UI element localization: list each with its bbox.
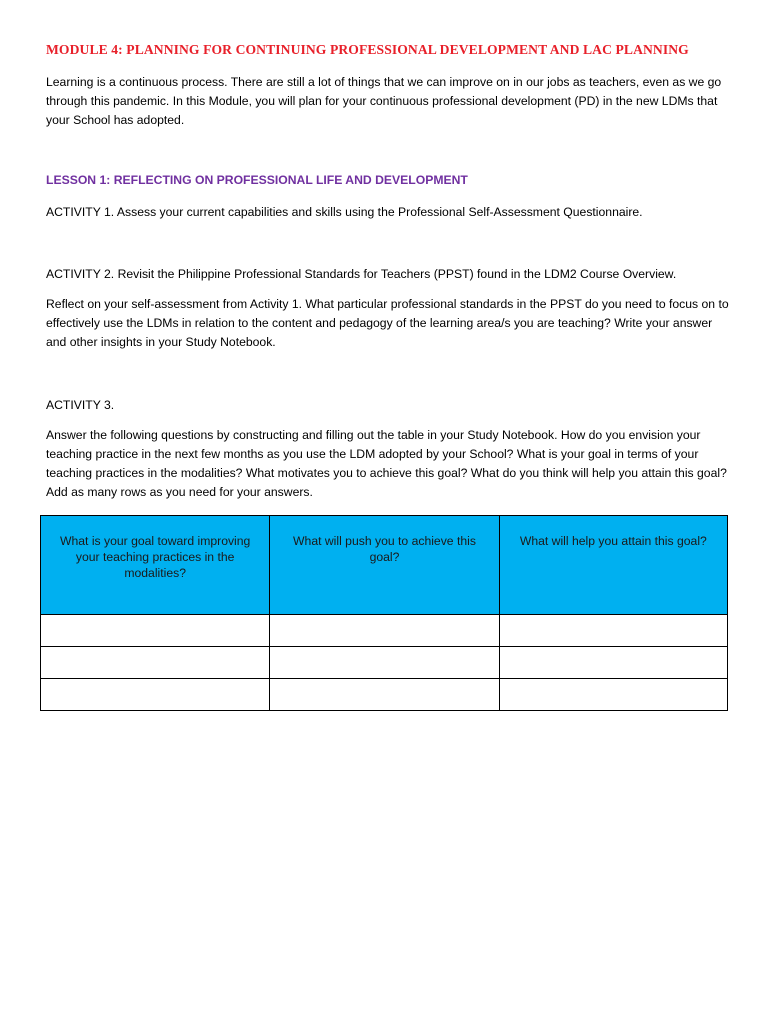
table-cell [41, 647, 270, 679]
table-cell [270, 647, 499, 679]
table-header-help: What will help you attain this goal? [499, 516, 727, 615]
module-title: MODULE 4: PLANNING FOR CONTINUING PROFESSIONAL DEVELOPMENT AND LAC PLANNING [46, 42, 689, 57]
table-cell [41, 615, 270, 647]
goals-table [40, 515, 728, 711]
table-cell [270, 615, 499, 647]
activity-2-text: ACTIVITY 2. Revisit the Philippine Professional Standards for Teachers (PPST) found in the LDM2 Course Overview. [46, 267, 677, 281]
table-row [41, 615, 728, 647]
table-cell [41, 679, 270, 711]
table-cell [499, 647, 727, 679]
goals-table-wrapper [40, 515, 728, 711]
table-cell [270, 679, 499, 711]
answer-paragraph: Answer the following questions by constructing and filling out the table in your Study Notebook. How do you envision your teaching practice in the next few months as you use the LDM adopted by your School? What is your goal in terms of your teaching practices in the modalities? What motivates you to achieve this goal? What do you think will help you attain this goal? Add as many rows as you need for your answers. [46, 428, 727, 499]
table-header-row [41, 516, 728, 615]
table-cell [499, 679, 727, 711]
activity-3-heading: ACTIVITY 3. [46, 398, 115, 412]
lesson-title: LESSON 1: REFLECTING ON PROFESSIONAL LIFE AND DEVELOPMENT [46, 173, 468, 187]
table-row [41, 647, 728, 679]
activity-1-text: ACTIVITY 1. Assess your current capabilities and skills using the Professional Self-Assessment Questionnaire. [46, 205, 643, 219]
table-cell [499, 615, 727, 647]
table-row [41, 679, 728, 711]
table-header-push: What will push you to achieve this goal? [270, 516, 499, 615]
reflect-paragraph: Reflect on your self-assessment from Activity 1. What particular professional standards in the PPST do you need to focus on to effectively use the LDMs in relation to the content and pedagogy of the learning area/s you are teaching? Write your answer and other insights in your Study Notebook. [46, 297, 729, 349]
table-header-goal: What is your goal toward improving your teaching practices in the modalities? [41, 516, 270, 615]
intro-paragraph: Learning is a continuous process. There are still a lot of things that we can improve on in our jobs as teachers, even as we go through this pandemic. In this Module, you will plan for your continuous professional development (PD) in the new LDMs that your School has adopted. [46, 75, 722, 127]
